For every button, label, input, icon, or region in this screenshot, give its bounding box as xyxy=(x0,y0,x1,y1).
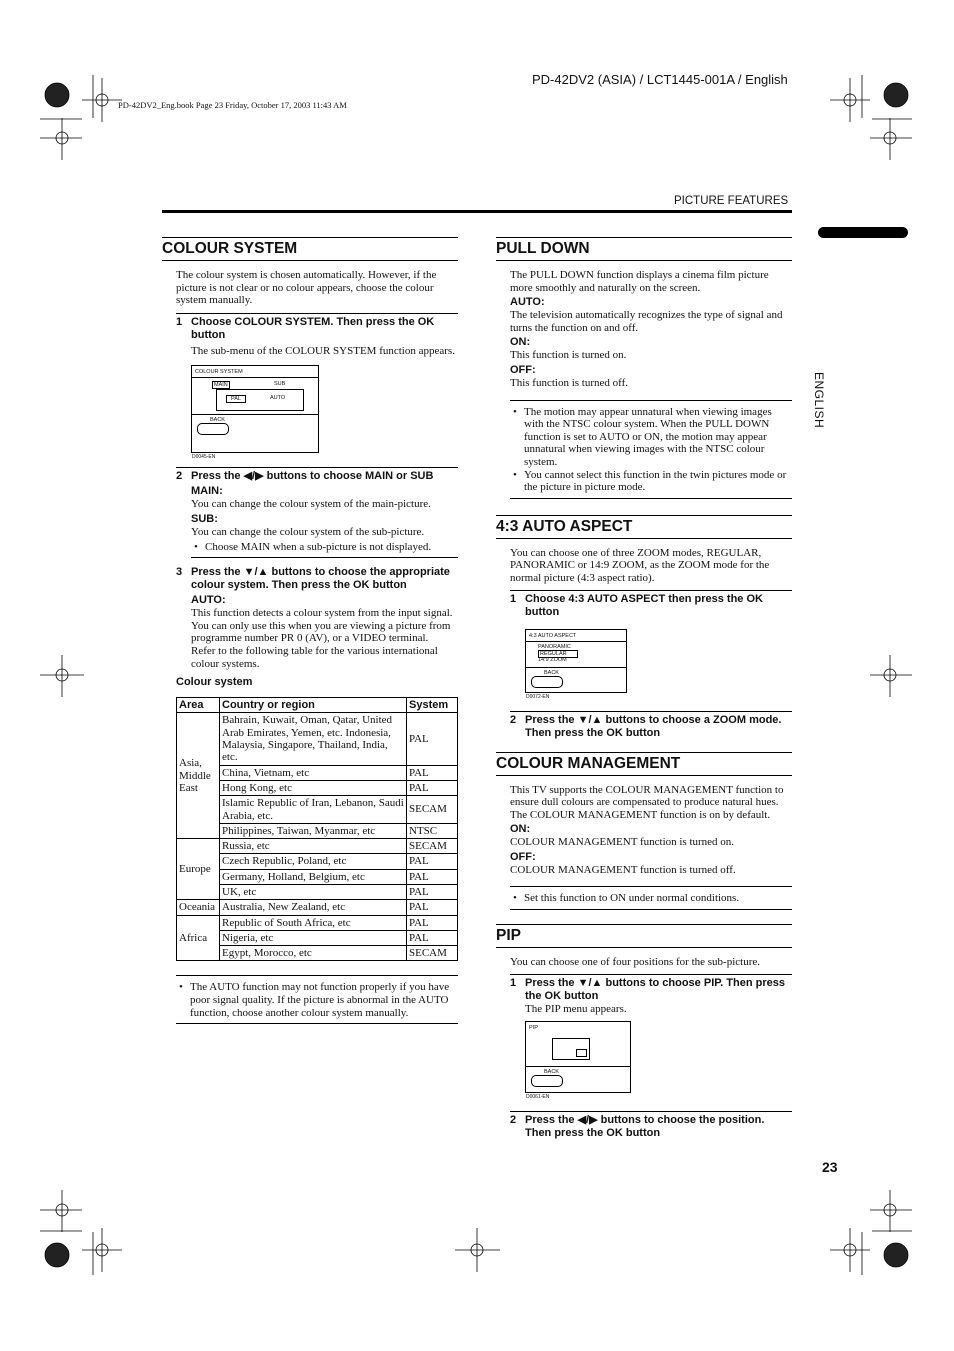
step-3 xyxy=(176,564,458,592)
sub-bullet: • Choose MAIN when a sub-picture is not displayed. xyxy=(191,541,458,559)
cm-off-text: COLOUR MANAGEMENT function is turned off. xyxy=(510,863,736,876)
main-text: You can change the colour system of the main-picture. xyxy=(191,498,431,511)
table-row xyxy=(177,900,458,915)
step-text: Press the ◀/▶ buttons to choose the position. Then press the OK button xyxy=(525,1114,765,1140)
pd-on-text: This function is turned on. xyxy=(510,349,627,362)
document-id: PD-42DV2 (ASIA) / LCT1445-001A / English xyxy=(532,72,788,87)
country-cell: Republic of South Africa, etc xyxy=(220,915,407,930)
cm-on-text: COLOUR MANAGEMENT function is turned on. xyxy=(510,836,735,849)
system-cell: PAL xyxy=(407,854,458,869)
table-row xyxy=(177,713,458,765)
step-number: 1 xyxy=(176,315,183,328)
pip-heading: PIP xyxy=(496,924,792,948)
table-row xyxy=(177,884,458,899)
cm-notes xyxy=(510,886,792,910)
chapter-tab xyxy=(818,227,908,238)
header-rule xyxy=(162,210,792,213)
table-row xyxy=(177,780,458,795)
step-number: 1 xyxy=(510,976,517,989)
step-1-text: The sub-menu of the COLOUR SYSTEM function appears. xyxy=(191,344,455,357)
table-row xyxy=(177,765,458,780)
right-column xyxy=(496,237,792,1140)
language-label: ENGLISH xyxy=(812,372,826,429)
step-number: 3 xyxy=(176,566,183,579)
remote-icon xyxy=(531,676,563,688)
system-cell: PAL xyxy=(407,780,458,795)
country-cell: Russia, etc xyxy=(220,839,407,854)
col-header-country: Country or region xyxy=(220,698,407,713)
table-row xyxy=(177,946,458,961)
pull-down-heading: PULL DOWN xyxy=(496,237,792,261)
sub-text: You can change the colour system of the sub-picture. xyxy=(191,525,425,538)
osd-auto: AUTO xyxy=(270,395,286,402)
remote-icon xyxy=(197,423,229,435)
step-number: 2 xyxy=(510,713,517,726)
system-cell: PAL xyxy=(407,765,458,780)
step-text: Choose COLOUR SYSTEM. Then press the OK button xyxy=(191,315,435,341)
pip-step-2 xyxy=(510,1111,792,1140)
auto-label: AUTO: xyxy=(191,594,226,607)
page-number: 23 xyxy=(822,1159,838,1175)
auto-aspect-heading: 4:3 AUTO ASPECT xyxy=(496,515,792,539)
table-row xyxy=(177,915,458,930)
osd-opt-panoramic: PANORAMIC xyxy=(538,643,571,650)
country-cell: Germany, Holland, Belgium, etc xyxy=(220,869,407,884)
pd-auto-label: AUTO: xyxy=(510,296,545,309)
osd-title: COLOUR SYSTEM xyxy=(195,369,243,376)
section-title: PICTURE FEATURES xyxy=(674,195,789,207)
cm-intro: This TV supports the COLOUR MANAGEMENT function to ensure dull colours are compensated to produce natural hues. xyxy=(510,783,784,809)
pd-bullet: • You cannot select this function in the twin pictures mode or the picture in picture mode. xyxy=(510,469,792,494)
country-cell: UK, etc xyxy=(220,884,407,899)
file-info: PD-42DV2_Eng.book Page 23 Friday, October 17, 2003 11:43 AM xyxy=(118,100,347,110)
auto-text: This function detects a colour system from the input signal. You can only use this when you are viewing a picture from programme number PR 0 (AV), or a VIDEO terminal. xyxy=(191,607,453,645)
pd-on-label: ON: xyxy=(510,336,531,349)
country-cell: Australia, New Zealand, etc xyxy=(220,900,407,915)
osd-code: D0061-EN xyxy=(526,1094,550,1101)
osd-code: D0045-EN xyxy=(192,454,216,461)
system-cell: PAL xyxy=(407,869,458,884)
auto-aspect-intro: You can choose one of three ZOOM modes, REGULAR, PANORAMIC or 14:9 ZOOM, as the ZOOM mode for the normal picture (4:3 aspect ratio). xyxy=(510,546,770,584)
step-number: 1 xyxy=(510,592,517,605)
step-number: 2 xyxy=(510,1114,517,1127)
step-text: Press the ▼/▲ buttons to choose a ZOOM mode. Then press the OK button xyxy=(525,713,782,739)
system-cell: SECAM xyxy=(407,796,458,824)
country-cell: Egypt, Morocco, etc xyxy=(220,946,407,961)
table-row xyxy=(177,930,458,945)
aa-step-2 xyxy=(510,711,792,740)
osd-title: PIP xyxy=(529,1025,538,1032)
osd-code: D0072-EN xyxy=(526,693,550,700)
left-column xyxy=(162,237,458,1024)
country-cell: Philippines, Taiwan, Myanmar, etc xyxy=(220,823,407,838)
pip-step-1-text: The PIP menu appears. xyxy=(525,1002,627,1015)
colour-system-note xyxy=(176,975,458,1024)
step-1 xyxy=(176,313,458,342)
osd-back: BACK xyxy=(544,669,559,676)
step-text: Press the ▼/▲ buttons to choose the appropriate colour system. Then press the OK button xyxy=(191,566,450,592)
osd-pal: PAL xyxy=(226,395,246,403)
step-text: Press the ▼/▲ buttons to choose PIP. Then press the OK button xyxy=(525,976,785,1002)
osd-main: MAIN xyxy=(214,382,228,389)
remote-icon xyxy=(531,1075,563,1087)
colour-system-table xyxy=(176,697,458,961)
col-header-system: System xyxy=(407,698,458,713)
osd-sub: SUB xyxy=(274,381,286,388)
system-cell: PAL xyxy=(407,915,458,930)
table-title: Colour system xyxy=(176,676,253,689)
system-cell: PAL xyxy=(407,900,458,915)
pull-down-intro: The PULL DOWN function displays a cinema film picture more smoothly and naturally on the screen. xyxy=(510,269,769,294)
osd-title: 4:3 AUTO ASPECT xyxy=(529,632,577,639)
pip-step-1 xyxy=(510,974,792,1003)
country-cell: Bahrain, Kuwait, Oman, Qatar, United Arab Emirates, Yemen, etc. Indonesia, Malaysia, Singapore, Thailand, India, etc. xyxy=(220,713,407,765)
osd-back: BACK xyxy=(544,1069,559,1076)
table-row xyxy=(177,796,458,824)
table-row xyxy=(177,823,458,838)
area-cell: Europe xyxy=(177,839,220,900)
note-text: • The AUTO function may not function properly if you have poor signal quality. If the picture is abnormal in the AUTO function, choose another colour system manually. xyxy=(176,981,458,1019)
area-cell: Oceania xyxy=(177,900,220,915)
col-header-area: Area xyxy=(177,698,220,713)
step-number: 2 xyxy=(176,470,183,483)
pd-bullet: • The motion may appear unnatural when viewing images with the NTSC colour system. When the PULL DOWN function is set to AUTO or ON, the motion may appear unnatural when viewing images with the NTSC colour system. xyxy=(510,406,792,469)
country-cell: Islamic Republic of Iran, Lebanon, Saudi Arabia, etc. xyxy=(220,796,407,824)
osd-opt-regular: REGULAR xyxy=(538,650,578,658)
osd-back: BACK xyxy=(210,417,225,424)
country-cell: Hong Kong, etc xyxy=(220,780,407,795)
area-cell: Asia, Middle East xyxy=(177,713,220,839)
system-cell: PAL xyxy=(407,884,458,899)
area-cell: Africa xyxy=(177,915,220,961)
osd-auto-aspect xyxy=(525,629,627,700)
country-cell: Czech Republic, Poland, etc xyxy=(220,854,407,869)
system-cell: PAL xyxy=(407,930,458,945)
cm-off-label: OFF: xyxy=(510,850,536,863)
step-2 xyxy=(176,467,458,483)
system-cell: NTSC xyxy=(407,823,458,838)
colour-system-intro: The colour system is chosen automatically. However, if the picture is not clear or no colour appears, choose the colour system manually. xyxy=(176,269,437,307)
sub-label: SUB: xyxy=(191,512,218,525)
step-text: Press the ◀/▶ buttons to choose MAIN or SUB xyxy=(191,470,434,483)
cm-bullet: • Set this function to ON under normal conditions. xyxy=(510,892,792,905)
country-cell: Nigeria, etc xyxy=(220,930,407,945)
system-cell: SECAM xyxy=(407,946,458,961)
osd-colour-system xyxy=(191,365,319,461)
cm-on-label: ON: xyxy=(510,823,531,836)
cm-intro-2: The COLOUR MANAGEMENT function is on by default. xyxy=(510,808,771,821)
table-row xyxy=(177,854,458,869)
colour-system-heading: COLOUR SYSTEM xyxy=(162,237,458,261)
auto-text-2: Refer to the following table for the various international colour systems. xyxy=(191,644,438,670)
system-cell: PAL xyxy=(407,713,458,765)
colour-management-heading: COLOUR MANAGEMENT xyxy=(496,752,792,776)
pd-auto-text: The television automatically recognizes the type of signal and turns the function on and off. xyxy=(510,309,783,334)
osd-opt-zoom: 14:9 ZOOM xyxy=(538,656,567,663)
system-cell: SECAM xyxy=(407,839,458,854)
pd-off-text: This function is turned off. xyxy=(510,376,629,389)
pip-intro: You can choose one of four positions for the sub-picture. xyxy=(510,956,761,969)
pull-down-notes xyxy=(510,400,792,499)
osd-pip xyxy=(525,1021,631,1101)
country-cell: China, Vietnam, etc xyxy=(220,765,407,780)
aa-step-1 xyxy=(510,590,792,619)
step-text: Choose 4:3 AUTO ASPECT then press the OK button xyxy=(525,592,763,618)
table-row xyxy=(177,869,458,884)
main-label: MAIN: xyxy=(191,485,223,498)
pd-off-label: OFF: xyxy=(510,363,536,376)
table-row xyxy=(177,839,458,854)
